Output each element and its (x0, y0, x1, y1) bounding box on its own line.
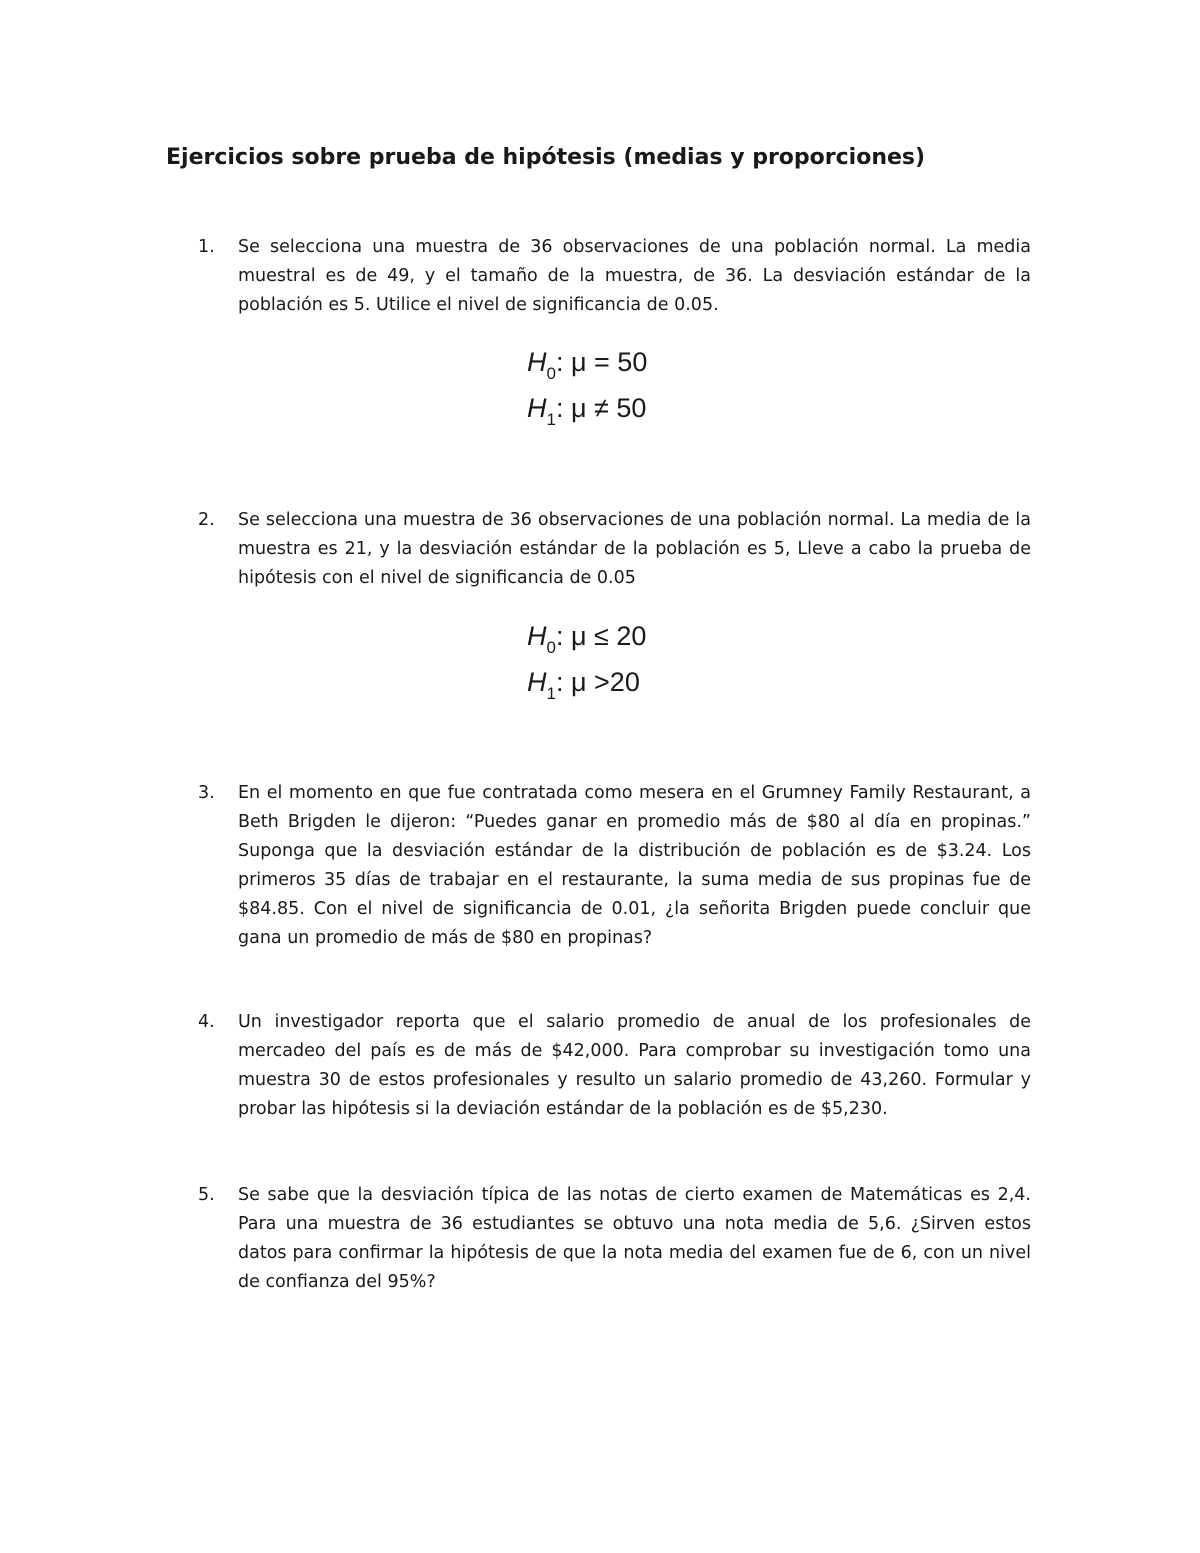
exercise-text: Se selecciona una muestra de 36 observaciones de una población normal. La media de la muestra es 21, y la desviación estándar de la población es 5, Lleve a cabo la prueba de hipótesis con el nivel de significancia de 0.05 (238, 510, 1031, 588)
exercise-number: 4. (198, 1012, 215, 1032)
page-title: Ejercicios sobre prueba de hipótesis (medias y proporciones) (166, 145, 926, 170)
null-hypothesis: $H_0$: μ = 50 (527, 347, 648, 383)
exercise-number: 2. (198, 510, 215, 530)
exercise-number: 5. (198, 1185, 215, 1205)
exercise-number: 3. (198, 783, 215, 803)
exercise-number: 1. (198, 237, 215, 257)
exercise-text: Se selecciona una muestra de 36 observaciones de una población normal. La media muestral es de 49, y el tamaño de la muestra, de 36. La desviación estándar de la población es 5. Utilice el nivel de significancia de 0.05. (238, 237, 1031, 315)
alternative-hypothesis: $H_1$: μ ≠ 50 (527, 393, 647, 429)
exercise-text: Se sabe que la desviación típica de las notas de cierto examen de Matemáticas es 2,4. Para una muestra de 36 estudiantes se obtuvo una nota media de 5,6. ¿Sirven estos datos para confirmar la hipótesis de que la nota media del examen fue de 6, con un nivel de confianza del 95%? (238, 1185, 1031, 1292)
alternative-hypothesis: $H_1$: μ >20 (527, 667, 640, 703)
exercise-text: En el momento en que fue contratada como mesera en el Grumney Family Restaurant, a Beth Brigden le dijeron: “Puedes ganar en promedio más de $80 al día en propinas.” Suponga que la desviación estándar de la distribución de población es de $3.24. Los primeros 35 días de trabajar en el restaurante, la suma media de sus propinas fue de $84.85. Con el nivel de significancia de 0.01, ¿la señorita Brigden puede concluir que gana un promedio de más de $80 en propinas? (238, 783, 1031, 948)
null-hypothesis: $H_0$: μ ≤ 20 (527, 621, 647, 657)
exercise-text: Un investigador reporta que el salario promedio de anual de los profesionales de mercadeo del país es de más de $42,000. Para comprobar su investigación tomo una muestra 30 de estos profesionales y resulto un salario promedio de 43,260. Formular y probar las hipótesis si la deviación estándar de la población es de $5,230. (238, 1012, 1031, 1119)
hypotheses-2 (527, 613, 727, 705)
hypotheses-1 (527, 339, 727, 431)
